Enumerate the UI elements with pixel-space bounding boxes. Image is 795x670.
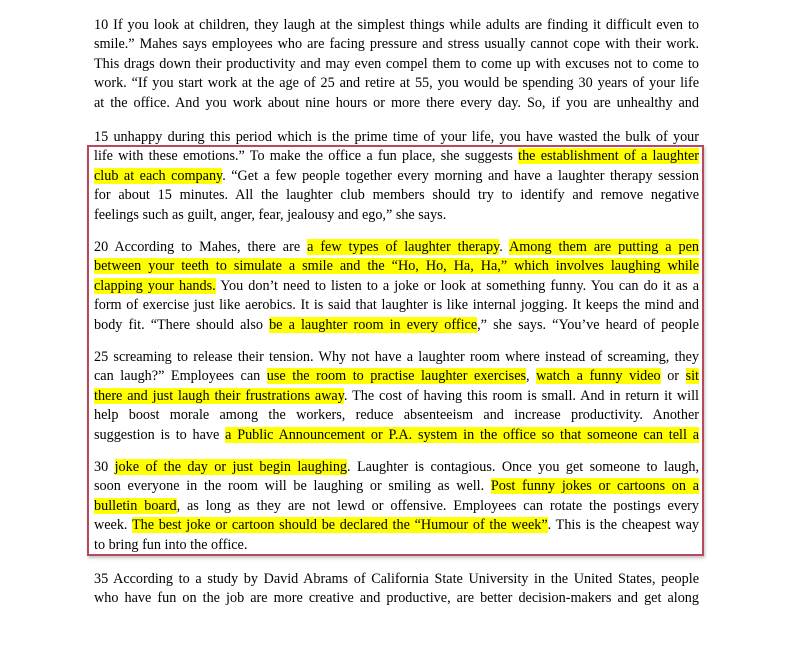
highlighted-text: a few types of laughter therapy	[307, 239, 500, 255]
paragraph-15	[94, 128, 699, 225]
highlighted-text: a Public Announcement or P.A. system in the office so that someone can tell a	[225, 426, 699, 443]
highlighted-text: joke of the day or just begin laughing	[114, 459, 348, 475]
text-line: 15 unhappy during this period which is the prime time of your life, you have wasted the bulk of your	[94, 129, 699, 145]
text-run: 20 According to Mahes, there are	[94, 239, 308, 255]
text-run: ,” she says. “You’ve heard of people	[477, 316, 699, 333]
text-run: soon everyone in the room will be laughing or smiling as well.	[94, 478, 491, 495]
highlighted-text: Post funny jokes or cartoons on a	[490, 478, 699, 495]
highlighted-text: sit	[685, 368, 699, 385]
highlighted-text: be a laughter room in every office	[269, 316, 478, 333]
text-line: for about 15 minutes. All the laughter club members should try to identify and remove negative	[94, 187, 699, 204]
highlighted-text: between your teeth to simulate a smile and the “Ho, Ho, Ha, Ha,” which involves laughing while	[94, 258, 699, 275]
highlighted-text: The best joke or cartoon should be declared the “Humour of the week”	[131, 517, 548, 534]
highlighted-text: Among them are putting a pen	[509, 239, 699, 255]
text-run: . This is the cheapest way	[547, 517, 699, 534]
highlighted-text: there and just laugh their frustrations away	[94, 387, 344, 404]
text-run: life with these emotions.” To make the office a fun place, she suggests	[94, 148, 519, 165]
text-line	[94, 257, 699, 276]
paragraph-30	[94, 458, 699, 555]
highlighted-text: the establishment of a laughter	[518, 148, 699, 165]
text-line: work. “If you start work at the age of 25 and retire at 55, you would be spending 30 years of your life	[94, 75, 699, 92]
text-run: . The cost of having this room is small. And in return it will	[343, 387, 699, 404]
text-line	[94, 167, 699, 186]
text-line	[94, 387, 699, 406]
text-line: smile.” Mahes says employees who are facing pressure and stress usually cannot cope with their work.	[94, 36, 699, 53]
text-run: week.	[94, 517, 132, 534]
paragraph-35	[94, 570, 699, 609]
text-line: This drags down their productivity and may even compel them to come up with excuses not to come to	[94, 55, 699, 72]
text-line	[94, 238, 699, 257]
paragraph-25	[94, 348, 699, 445]
text-run: . “Get a few people together every morning and have a laughter therapy session	[222, 167, 699, 184]
text-line: form of exercise just like aerobics. It is said that laughter is like internal jogging. It keeps the mind and	[94, 297, 699, 314]
text-run: 30	[94, 459, 115, 475]
text-line	[94, 277, 699, 296]
text-line: to bring fun into the office.	[94, 536, 248, 553]
highlighted-text: club at each company	[94, 167, 223, 184]
text-line	[94, 316, 699, 335]
text-line: 35 According to a study by David Abrams of California State University in the United States, people	[94, 571, 699, 587]
highlighted-text: watch a funny video	[536, 368, 661, 385]
text-line: at the office. And you work about nine hours or more there every day. So, if you are unhealthy and	[94, 94, 699, 111]
text-run: . Laughter is contagious. Once you get someone to laugh,	[347, 459, 699, 475]
text-line: 10 If you look at children, they laugh at the simplest things while adults are finding it difficult even to	[94, 17, 699, 33]
text-line	[94, 516, 699, 535]
text-line: who have fun on the job are more creative and productive, are better decision-makers and get along	[94, 590, 699, 607]
highlighted-text: bulletin board	[94, 497, 177, 514]
text-line: 25 screaming to release their tension. Why not have a laughter room where instead of screaming, they	[94, 349, 699, 365]
paragraph-10	[94, 16, 699, 113]
text-run: suggestion is to have	[94, 426, 226, 443]
text-line	[94, 147, 699, 166]
text-line: help boost morale among the workers, reduce absenteeism and increase productivity. Another	[94, 407, 699, 424]
highlighted-text: clapping your hands.	[94, 277, 216, 294]
text-run: or	[660, 368, 686, 385]
text-run: , as long as they are not lewd or offensive. Employees can rotate the postings every	[176, 497, 700, 514]
text-run: body fit. “There should also	[94, 316, 270, 333]
text-run: You don’t need to listen to a joke or look at something funny. You can do it as a	[215, 277, 699, 294]
text-line	[94, 367, 699, 386]
text-line	[94, 458, 699, 477]
text-run: .	[499, 239, 509, 255]
text-line	[94, 497, 699, 516]
text-line	[94, 477, 699, 496]
text-line: feelings such as guilt, anger, fear, jealousy and ego,” she says.	[94, 206, 447, 223]
paragraph-20	[94, 238, 699, 335]
text-run: ,	[526, 368, 537, 385]
highlighted-text: use the room to practise laughter exercises	[266, 368, 527, 385]
text-line	[94, 426, 699, 445]
text-run: can laugh?” Employees can	[94, 368, 267, 385]
